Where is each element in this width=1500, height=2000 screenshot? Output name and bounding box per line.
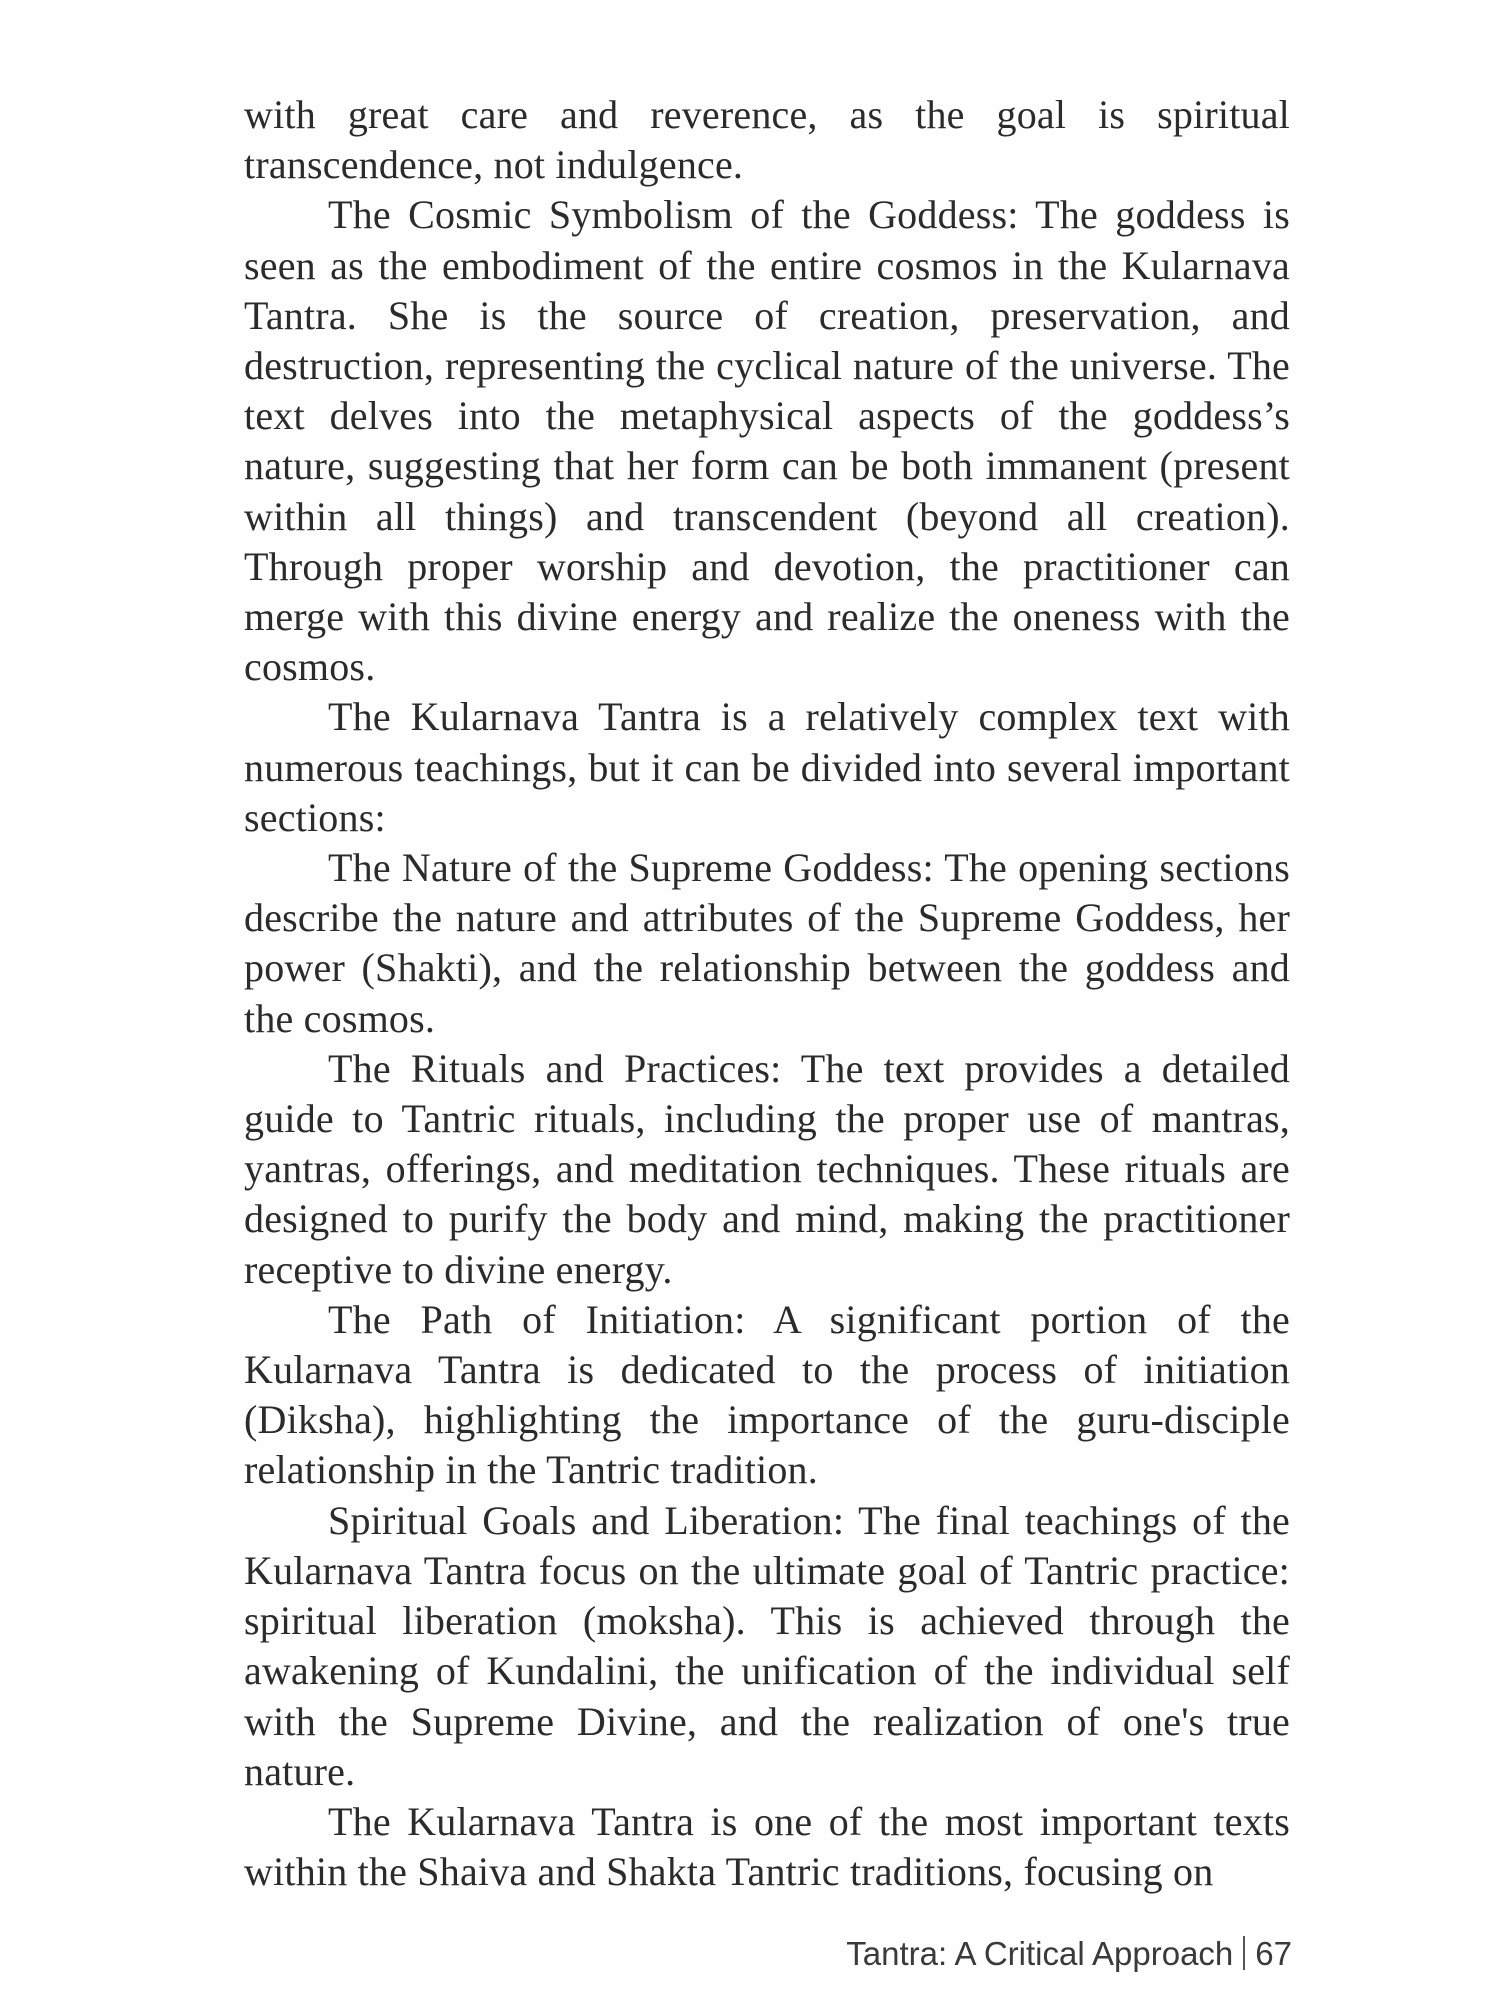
page-footer <box>846 1935 1292 1973</box>
paragraph-cosmic-symbolism: The Cosmic Symbolism of the Goddess: The goddess is seen as the embodiment of the entire cosmos in the Kularnava Tantra. She is the source of creation, preservation, and destruction, representing the cyclical nature of the universe. The text delves into the metaphysical aspects of the goddess’s nature, suggesting that her form can be both immanent (present within all things) and transcendent (beyond all creation). Through proper worship and devotion, the practitioner can merge with this divine energy and realize the oneness with the cosmos. <box>244 192 1290 690</box>
body-text <box>244 90 1290 1897</box>
page-number: 67 <box>1255 1935 1292 1972</box>
footer-book-title: Tantra: A Critical Approach <box>846 1935 1234 1972</box>
paragraph-path-of-initiation: The Path of Initiation: A significant portion of the Kularnava Tantra is dedicated to the process of initiation (Diksha), highlighting the importance of the guru-disciple relationship in the Tantric tradition. <box>244 1296 1290 1493</box>
paragraph-rituals-practices: The Rituals and Practices: The text provides a detailed guide to Tantric rituals, including the proper use of mantras, yantras, offerings, and meditation techniques. These rituals are designed to purify the body and mind, making the practitioner receptive to divine energy. <box>244 1045 1290 1292</box>
paragraph-spiritual-goals: Spiritual Goals and Liberation: The final teachings of the Kularnava Tantra focus on the ultimate goal of Tantric practice: spiritual liberation (moksha). This is achieved through the awakening of Kundalini, the unification of the individual self with the Supreme Divine, and the realization of one's true nature. <box>244 1497 1290 1794</box>
paragraph-nature-of-goddess: The Nature of the Supreme Goddess: The opening sections describe the nature and attributes of the Supreme Goddess, her power (Shakti), and the relationship between the goddess and the cosmos. <box>244 845 1290 1041</box>
footer-separator <box>1243 1936 1245 1970</box>
paragraph-continued: with great care and reverence, as the goal is spiritual transcendence, not indulgence. <box>244 92 1290 188</box>
paragraph-sections-intro: The Kularnava Tantra is a relatively complex text with numerous teachings, but it can be divided into several important sections: <box>244 694 1290 840</box>
paragraph-importance: The Kularnava Tantra is one of the most important texts within the Shaiva and Shakta Tantric traditions, focusing on <box>244 1798 1290 1895</box>
